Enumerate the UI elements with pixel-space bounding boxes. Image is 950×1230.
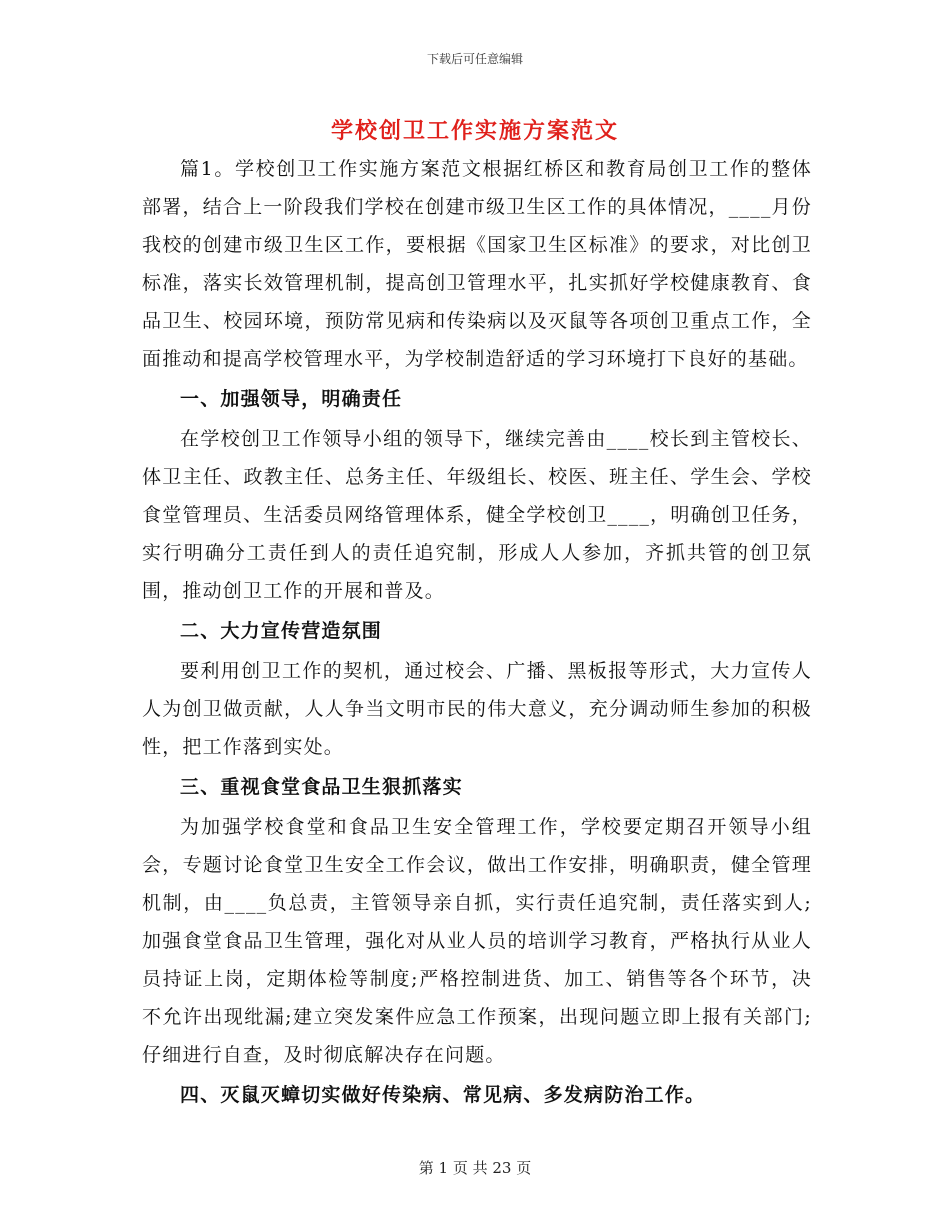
- document-body: [142, 150, 812, 1116]
- section-1-heading: 一、加强领导，明确责任: [180, 388, 403, 410]
- page-number: 第 1 页 共 23 页: [418, 1159, 532, 1177]
- section-2-body: 要利用创卫工作的契机，通过校会、广播、黑板报等形式，大力宣传人人为创卫做贡献，人人争当文明市民的伟大意义，充分调动师生参加的积极性，把工作落到实处。: [142, 660, 812, 758]
- page-header-note: 下载后可任意编辑: [426, 52, 523, 66]
- document-title: 学校创卫工作实施方案范文: [330, 118, 619, 144]
- section-3-heading: 三、重视食堂食品卫生狠抓落实: [180, 776, 463, 798]
- section-2-heading: 二、大力宣传营造氛围: [180, 620, 383, 642]
- section-4-heading: 四、灭鼠灭蟑切实做好传染病、常见病、多发病防治工作。: [180, 1084, 706, 1106]
- intro-paragraph: 篇1。学校创卫工作实施方案范文根据红桥区和教育局创卫工作的整体部署，结合上一阶段我们学校在创建市级卫生区工作的具体情况，____月份我校的创建市级卫生区工作，要根据《国家卫生区标准》的要求，对比创卫标准，落实长效管理机制，提高创卫管理水平，扎实抓好学校健康教育、食品卫生、校园环境，预防常见病和传染病以及灭鼠等各项创卫重点工作，全面推动和提高学校管理水平，为学校制造舒适的学习环境打下良好的基础。: [142, 158, 812, 370]
- section-3-body: 为加强学校食堂和食品卫生安全管理工作，学校要定期召开领导小组会，专题讨论食堂卫生安全工作会议，做出工作安排，明确职责，健全管理机制，由____负总责，主管领导亲自抓，实行责任追究制，责任落实到人;加强食堂食品卫生管理，强化对从业人员的培训学习教育，严格执行从业人员持证上岗，定期体检等制度;严格控制进货、加工、销售等各个环节，决不允许出现纰漏;建立突发案件应急工作预案，出现问题立即上报有关部门;仔细进行自查，及时彻底解决存在问题。: [142, 816, 812, 1066]
- section-1-body: 在学校创卫工作领导小组的领导下，继续完善由____校长到主管校长、体卫主任、政教主任、总务主任、年级组长、校医、班主任、学生会、学校食堂管理员、生活委员网络管理体系，健全学校创卫____，明确创卫任务，实行明确分工责任到人的责任追究制，形成人人参加，齐抓共管的创卫氛围，推动创卫工作的开展和普及。: [142, 428, 812, 602]
